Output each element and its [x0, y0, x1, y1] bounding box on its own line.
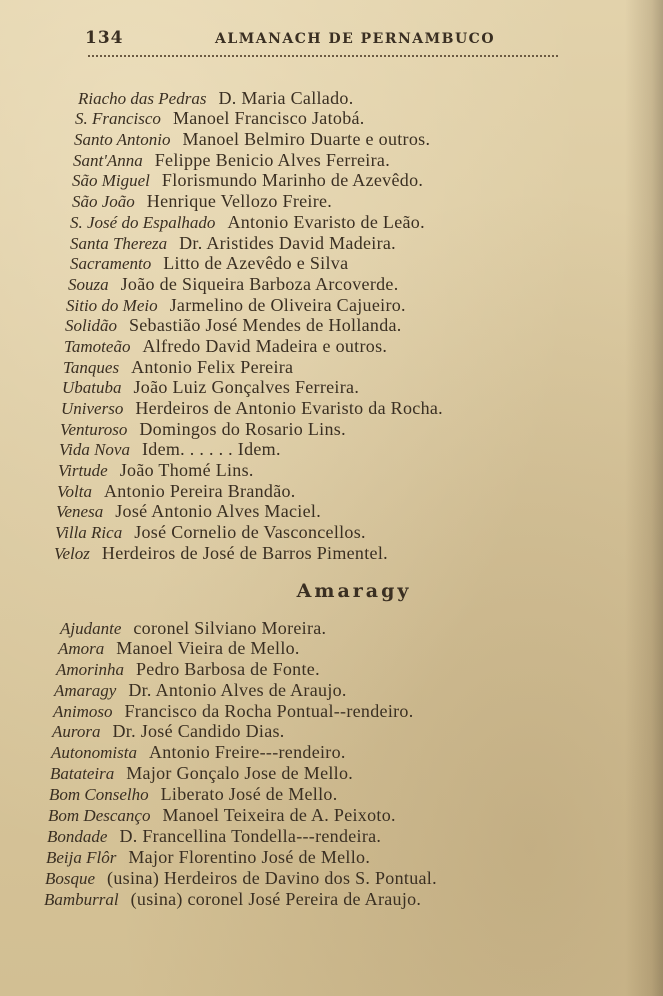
list-item: Bom Descanço Manoel Teixeira de A. Peixoto.: [48, 805, 396, 825]
list-item: Beija Flôr Major Florentino José de Mello.: [46, 847, 371, 867]
list-item: Sacramento Litto de Azevêdo e Silva: [70, 253, 349, 273]
list-item: Sant'Anna Felippe Benicio Alves Ferreira.: [73, 150, 390, 170]
list-item: São João Henrique Vellozo Freire.: [72, 191, 333, 211]
list-item: Bondade D. Francellina Tondella---rendeira.: [47, 826, 382, 846]
list-item: Santo Antonio Manoel Belmiro Duarte e outros.: [74, 129, 431, 149]
list-item: Universo Herdeiros de Antonio Evaristo da Rocha.: [61, 398, 443, 418]
list-item: Animoso Francisco da Rocha Pontual--rendeiro.: [53, 701, 414, 721]
list-item: Venesa José Antonio Alves Maciel.: [56, 501, 322, 521]
list-item: Bosque (usina) Herdeiros de Davino dos S. Pontual.: [45, 868, 437, 888]
list-item: Volta Antonio Pereira Brandão.: [57, 481, 296, 501]
page-edge-shadow: [625, 0, 663, 996]
list-item: Aurora Dr. José Candido Dias.: [52, 721, 285, 741]
list-item: Autonomista Antonio Freire---rendeiro.: [51, 742, 346, 762]
page-number: 134: [85, 28, 124, 48]
list-item: Ajudante coronel Silviano Moreira.: [60, 618, 327, 638]
list-item: Souza João de Siqueira Barboza Arcoverde.: [68, 274, 399, 294]
list-item: Veloz Herdeiros de José de Barros Pimentel.: [54, 543, 388, 563]
section-title: Amaragy: [296, 580, 412, 602]
list-item: Riacho das Pedras D. Maria Callado.: [78, 88, 354, 108]
list-item: Villa Rica José Cornelio de Vasconcellos.: [55, 522, 366, 542]
list-item: Amora Manoel Vieira de Mello.: [58, 638, 300, 658]
list-item: Solidão Sebastião José Mendes de Hollanda.: [65, 315, 402, 335]
list-item: Amorinha Pedro Barbosa de Fonte.: [56, 659, 320, 679]
list-item: S. Francisco Manoel Francisco Jatobá.: [75, 108, 365, 128]
list-item: Bom Conselho Liberato José de Mello.: [49, 784, 338, 804]
list-item: S. José do Espalhado Antonio Evaristo de Leão.: [70, 212, 425, 232]
list-item: Tamoteão Alfredo David Madeira e outros.: [64, 336, 388, 356]
list-item: São Miguel Florismundo Marinho de Azevêdo.: [72, 170, 424, 190]
list-item: Santa Thereza Dr. Aristides David Madeira.: [70, 233, 396, 253]
list-item: Tanques Antonio Felix Pereira: [63, 357, 294, 377]
running-title: ALMANACH DE PERNAMBUCO: [215, 31, 496, 47]
list-item: Ubatuba João Luiz Gonçalves Ferreira.: [62, 377, 360, 397]
list-item: Bamburral (usina) coronel José Pereira de Araujo.: [44, 889, 422, 909]
list-item: Batateira Major Gonçalo Jose de Mello.: [50, 763, 354, 783]
list-item: Amaragy Dr. Antonio Alves de Araujo.: [54, 680, 347, 700]
list-item: Sitio do Meio Jarmelino de Oliveira Cajueiro.: [66, 295, 406, 315]
list-item: Vida Nova Idem. . . . . . Idem.: [59, 439, 281, 459]
list-item: Virtude João Thomé Lins.: [58, 460, 254, 480]
list-item: Venturoso Domingos do Rosario Lins.: [60, 419, 346, 439]
